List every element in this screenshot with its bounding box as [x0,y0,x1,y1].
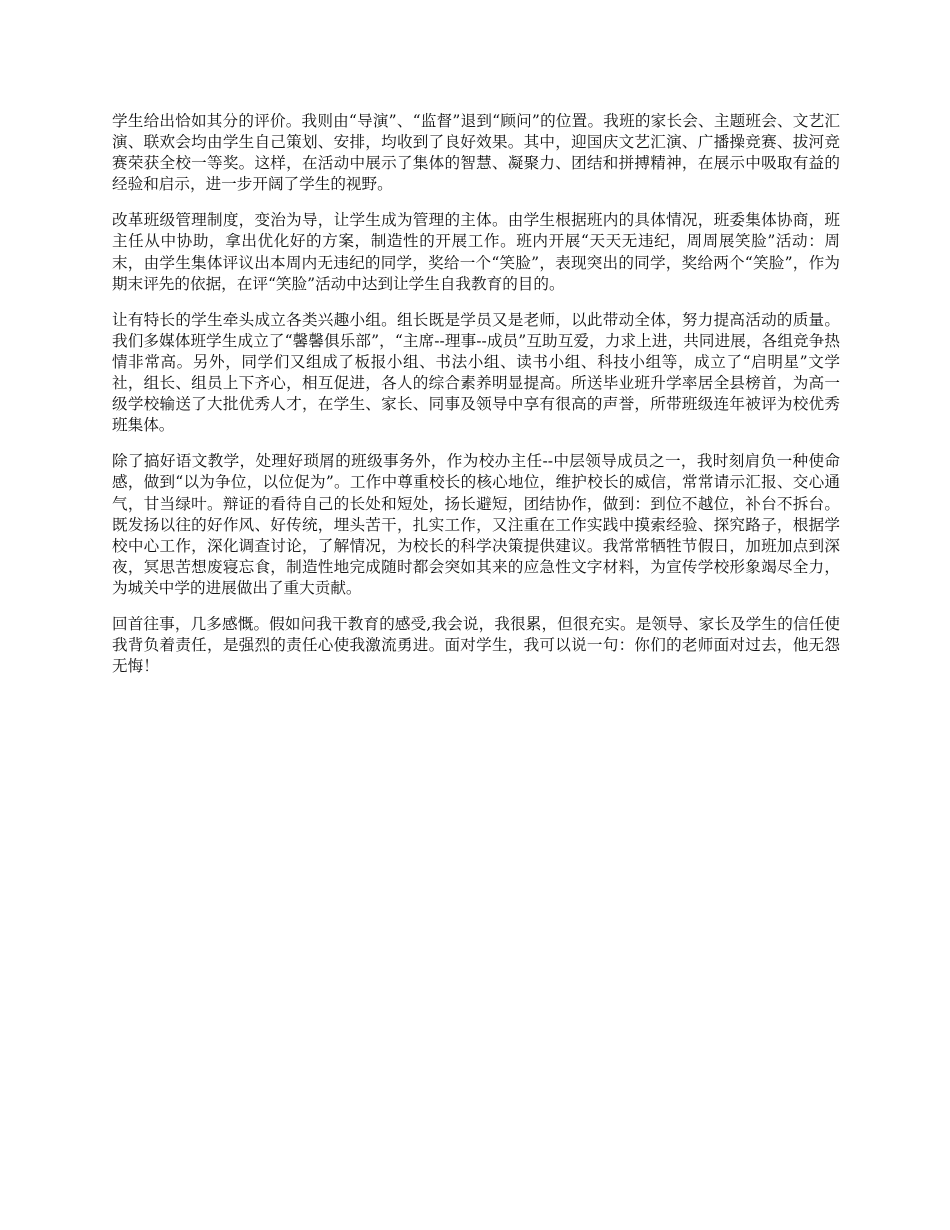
paragraph-office-director: 除了搞好语文教学，处理好琐屑的班级事务外，作为校办主任--中层领导成员之一，我时刻肩负一种使命感，做到“以为争位，以位促为”。工作中尊重校长的核心地位，维护校长的威信，常常请示汇报、交心通气，甘当绿叶。辩证的看待自己的长处和短处，扬长避短，团结协作，做到：到位不越位，补台不拆台。既发扬以往的好作风、好传统，埋头苦干，扎实工作，又注重在工作实践中摸索经验、探究路子，根据学校中心工作，深化调查讨论，了解情况，为校长的科学决策提供建议。我常常牺牲节假日，加班加点到深夜，冥思苦想废寝忘食，制造性地完成随时都会突如其来的应急性文字材料，为宣传学校形象竭尽全力，为城关中学的进展做出了重大贡献。 [112,452,840,597]
paragraph-reflection: 回首往事，几多感慨。假如问我干教育的感受,我会说，我很累，但很充实。是领导、家长及学生的信任使我背负着责任，是强烈的责任心使我激流勇进。面对学生，我可以说一句：你们的老师面对过去，他无怨无悔！ [112,614,840,676]
paragraph-activities: 学生给出恰如其分的评价。我则由“导演”、“监督”退到“顾问”的位置。我班的家长会、主题班会、文艺汇演、联欢会均由学生自己策划、安排，均收到了良好效果。其中，迎国庆文艺汇演、广播操竞赛、拔河竞赛荣获全校一等奖。这样，在活动中展示了集体的智慧、凝聚力、团结和拼搏精神，在展示中吸取有益的经验和启示，进一步开阔了学生的视野。 [112,112,840,194]
paragraph-management-reform: 改革班级管理制度，变治为导，让学生成为管理的主体。由学生根据班内的具体情况，班委集体协商，班主任从中协助，拿出优化好的方案，制造性的开展工作。班内开展“天天无违纪，周周展笑脸”活动：周末，由学生集体评议出本周内无违纪的同学，奖给一个“笑脸”，表现突出的同学，奖给两个“笑脸”，作为期末评先的依据，在评“笑脸”活动中达到让学生自我教育的目的。 [112,211,840,293]
document-body [112,111,840,692]
paragraph-interest-groups: 让有特长的学生牵头成立各类兴趣小组。组长既是学员又是老师，以此带动全体，努力提高活动的质量。我们多媒体班学生成立了“馨馨俱乐部”，“主席--理事--成员”互助互爱，力求上进，共同进展，各组竞争热情非常高。另外，同学们又组成了板报小组、书法小组、读书小组、科技小组等，成立了“启明星”文学社，组长、组员上下齐心，相互促进，各人的综合素养明显提高。所送毕业班升学率居全县榜首，为高一级学校输送了大批优秀人才，在学生、家长、同事及领导中享有很高的声誉，所带班级连年被评为校优秀班集体。 [112,310,840,435]
